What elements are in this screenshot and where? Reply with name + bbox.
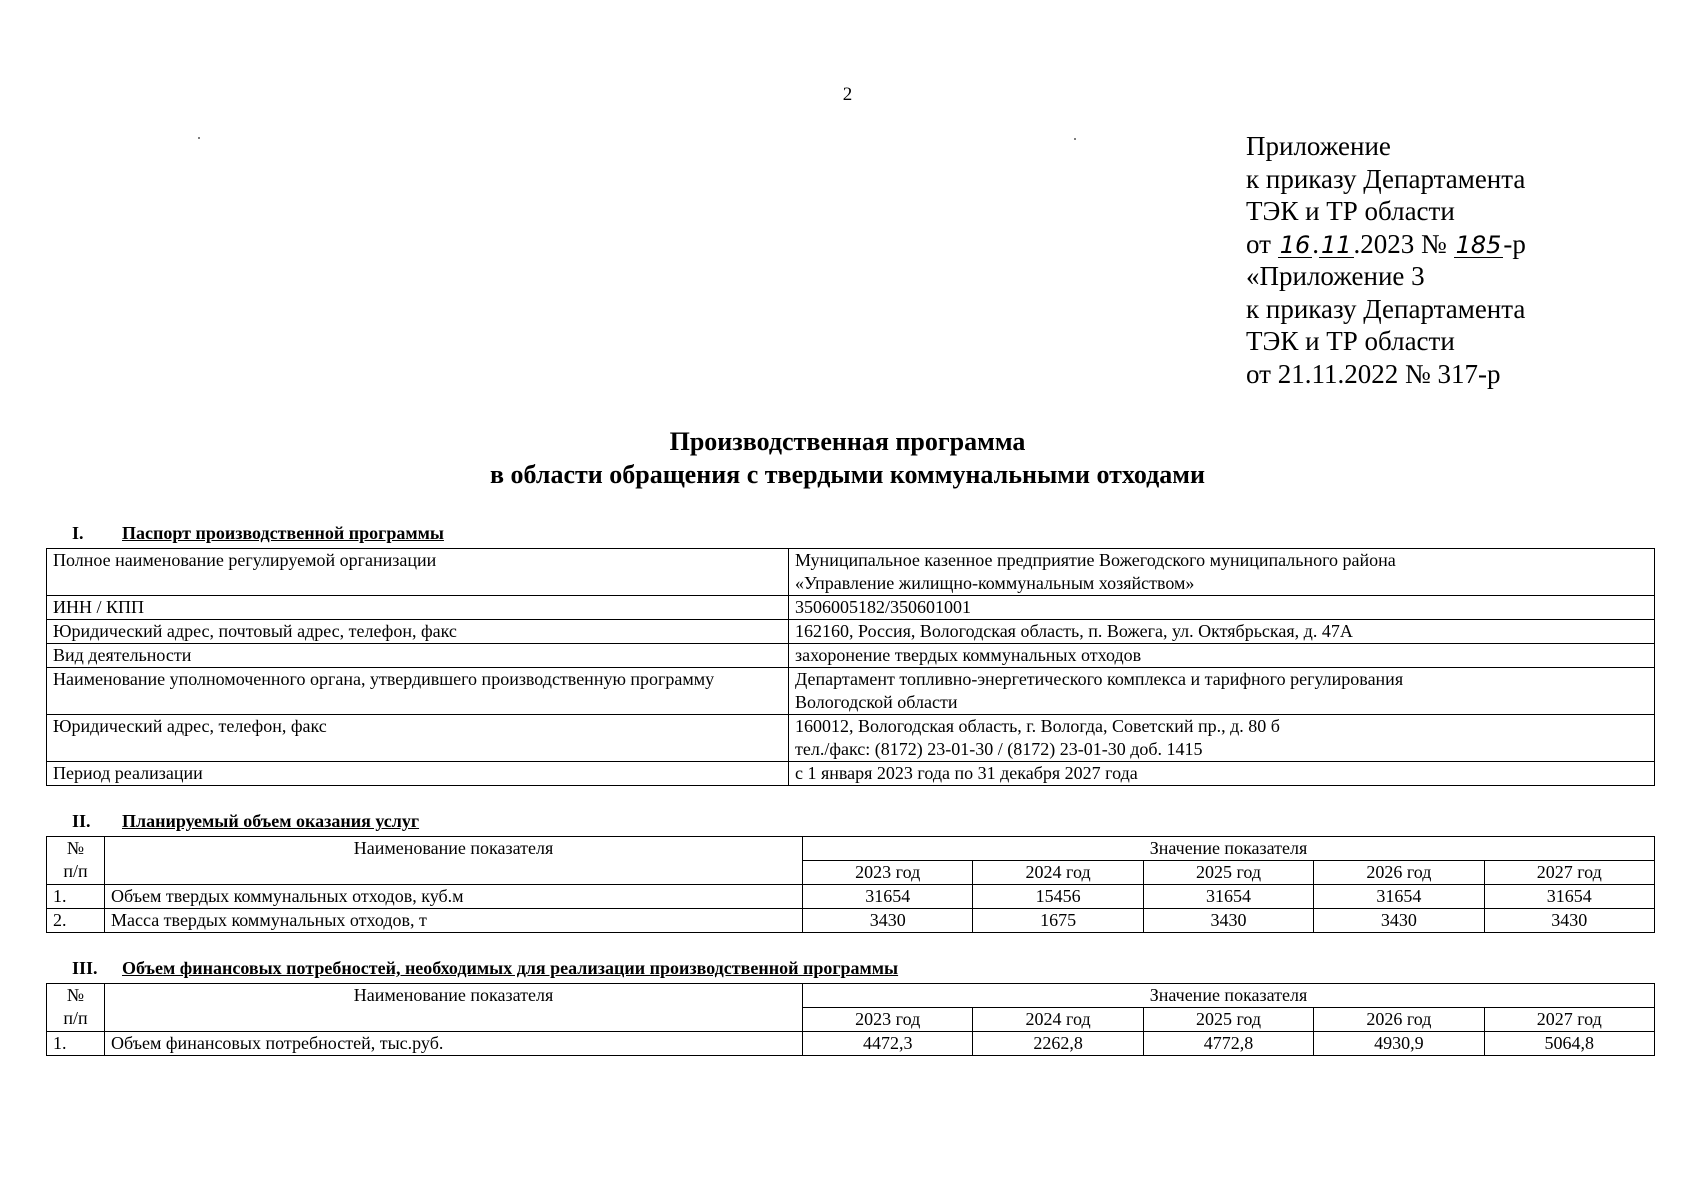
year-header: 2024 год (973, 861, 1143, 885)
header-line: п/п (63, 1008, 88, 1028)
row-value: 3430 (1484, 909, 1654, 933)
section-1-heading (72, 523, 444, 544)
value-line: 160012, Вологодская область, г. Вологда, Советский пр., д. 80 б (795, 716, 1280, 736)
row-label: Вид деятельности (47, 644, 789, 668)
handwritten-day: 16 (1279, 230, 1311, 259)
scan-speck (1074, 138, 1076, 140)
row-label: Период реализации (47, 762, 789, 786)
section-title: Паспорт производственной программы (122, 523, 444, 543)
header-row (47, 837, 1655, 861)
table-row (47, 1032, 1655, 1056)
document-title (0, 425, 1695, 491)
row-number: 2. (47, 909, 105, 933)
column-header-number (47, 984, 105, 1032)
passport-table (46, 548, 1655, 786)
row-value: с 1 января 2023 года по 31 декабря 2027 года (789, 762, 1655, 786)
row-value: 4772,8 (1143, 1032, 1313, 1056)
row-label: ИНН / КПП (47, 596, 789, 620)
row-number: 1. (47, 885, 105, 909)
year-header: 2025 год (1143, 1008, 1313, 1032)
header-line: № (66, 985, 85, 1005)
table-row (47, 549, 1655, 596)
year-header: 2025 год (1143, 861, 1313, 885)
row-value (789, 715, 1655, 762)
section-title: Объем финансовых потребностей, необходимых для реализации производственной программы (122, 958, 899, 978)
appendix-line: к приказу Департамента (1246, 293, 1526, 324)
row-value: 31654 (803, 885, 973, 909)
table-row (47, 909, 1655, 933)
column-header-value: Значение показателя (803, 984, 1655, 1008)
table-row (47, 620, 1655, 644)
row-value: 1675 (973, 909, 1143, 933)
year-header: 2024 год (973, 1008, 1143, 1032)
section-number: I. (72, 523, 84, 543)
table-row (47, 762, 1655, 786)
row-value: 4930,9 (1314, 1032, 1484, 1056)
appendix-date-line (1246, 228, 1526, 261)
year-header: 2026 год (1314, 861, 1484, 885)
year-header: 2023 год (803, 861, 973, 885)
section-number: II. (72, 811, 91, 831)
row-name: Объем твердых коммунальных отходов, куб.м (105, 885, 803, 909)
table-row (47, 715, 1655, 762)
header-row (47, 984, 1655, 1008)
header-line: п/п (63, 861, 88, 881)
section-3-heading (72, 958, 898, 979)
row-name: Масса твердых коммунальных отходов, т (105, 909, 803, 933)
year-header: 2023 год (803, 1008, 973, 1032)
date-separator: . (1312, 228, 1319, 259)
column-header-number (47, 837, 105, 885)
column-header-name: Наименование показателя (105, 984, 803, 1032)
row-value: 3430 (1314, 909, 1484, 933)
title-line: в области обращения с твердыми коммунальными отходами (489, 460, 1205, 489)
row-label: Полное наименование регулируемой организации (47, 549, 789, 596)
value-line: Муниципальное казенное предприятие Вожегодского муниципального района (795, 550, 1396, 570)
column-header-name: Наименование показателя (105, 837, 803, 885)
value-line: Департамент топливно-энергетического комплекса и тарифного регулирования (795, 669, 1404, 689)
value-line: «Управление жилищно-коммунальным хозяйством» (795, 573, 1195, 593)
row-value: 2262,8 (973, 1032, 1143, 1056)
header-line: № (66, 838, 85, 858)
appendix-line: «Приложение 3 (1246, 261, 1425, 291)
table-row (47, 885, 1655, 909)
appendix-line: ТЭК и ТР области (1246, 326, 1455, 356)
appendix-line: Приложение (1246, 131, 1391, 161)
row-value: 31654 (1143, 885, 1313, 909)
finance-table (46, 983, 1655, 1056)
appendix-line: ТЭК и ТР области (1246, 196, 1455, 226)
row-value: 15456 (973, 885, 1143, 909)
appendix-line: от 21.11.2022 № 317-р (1246, 358, 1501, 389)
year-header: 2027 год (1484, 861, 1654, 885)
handwritten-order-number: 185 (1455, 230, 1502, 259)
date-prefix: от (1246, 228, 1271, 259)
scan-speck (198, 137, 200, 139)
year-header: 2026 год (1314, 1008, 1484, 1032)
row-value: 31654 (1484, 885, 1654, 909)
value-line: Вологодской области (795, 692, 958, 712)
appendix-line: к приказу Департамента (1246, 163, 1526, 194)
row-value: 5064,8 (1484, 1032, 1654, 1056)
row-label: Наименование уполномоченного органа, утвердившего производственную программу (47, 668, 789, 715)
order-suffix: -р (1503, 228, 1526, 259)
section-2-heading (72, 811, 419, 832)
value-line: тел./факс: (8172) 23-01-30 / (8172) 23-01-30 доб. 1415 (795, 739, 1203, 759)
services-table (46, 836, 1655, 933)
table-row (47, 668, 1655, 715)
row-label: Юридический адрес, почтовый адрес, телефон, факс (47, 620, 789, 644)
appendix-header (1246, 130, 1526, 390)
row-value (789, 668, 1655, 715)
column-header-value: Значение показателя (803, 837, 1655, 861)
row-value: 4472,3 (803, 1032, 973, 1056)
table-row (47, 644, 1655, 668)
row-value: 3430 (803, 909, 973, 933)
section-number: III. (72, 958, 98, 978)
page-number: 2 (842, 84, 853, 105)
row-value: захоронение твердых коммунальных отходов (789, 644, 1655, 668)
row-value: 3506005182/350601001 (789, 596, 1655, 620)
handwritten-month: 11 (1321, 230, 1352, 259)
row-value: 3430 (1143, 909, 1313, 933)
title-line: Производственная программа (669, 427, 1026, 456)
row-name: Объем финансовых потребностей, тыс.руб. (105, 1032, 803, 1056)
row-value: 31654 (1314, 885, 1484, 909)
row-value: 162160, Россия, Вологодская область, п. Вожега, ул. Октябрьская, д. 47А (789, 620, 1655, 644)
year-header: 2027 год (1484, 1008, 1654, 1032)
date-year: .2023 № (1353, 228, 1447, 259)
table-row (47, 596, 1655, 620)
row-value (789, 549, 1655, 596)
section-title: Планируемый объем оказания услуг (122, 811, 420, 831)
row-label: Юридический адрес, телефон, факс (47, 715, 789, 762)
row-number: 1. (47, 1032, 105, 1056)
